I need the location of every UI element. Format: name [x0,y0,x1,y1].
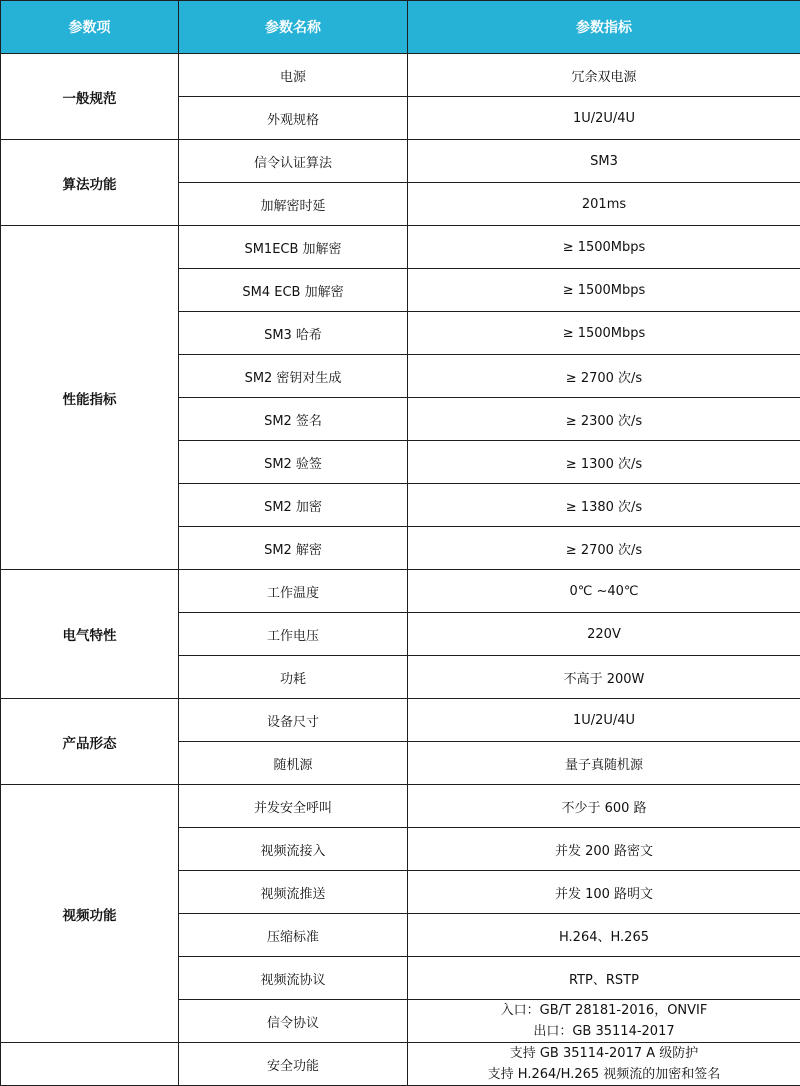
param-name-cell: 设备尺寸 [179,699,408,742]
table-row [1,140,800,183]
param-value-cell: ≥ 2700 次/s [408,527,800,570]
category-cell: 一般规范 [1,54,179,140]
param-value-cell [408,1043,800,1086]
param-value-cell: ≥ 1500Mbps [408,269,800,312]
param-name-cell: SM2 密钥对生成 [179,355,408,398]
param-value-cell: ≥ 1500Mbps [408,312,800,355]
category-cell: 算法功能 [1,140,179,226]
value-line: 支持 H.264/H.265 视频流的加密和签名 [408,1064,800,1085]
category-cell [1,1043,179,1086]
table-row [1,1043,800,1086]
param-value-cell: SM3 [408,140,800,183]
param-value-cell: 不少于 600 路 [408,785,800,828]
param-value-cell: 1U/2U/4U [408,699,800,742]
header-param-spec: 参数指标 [408,1,800,54]
param-name-cell: SM2 签名 [179,398,408,441]
param-name-cell: 工作电压 [179,613,408,656]
header-param-item: 参数项 [1,1,179,54]
category-cell: 视频功能 [1,785,179,1043]
param-name-cell: SM2 加密 [179,484,408,527]
param-value-cell: 并发 100 路明文 [408,871,800,914]
param-name-cell: 视频流推送 [179,871,408,914]
param-value-cell: RTP、RSTP [408,957,800,1000]
param-name-cell: 视频流协议 [179,957,408,1000]
param-name-cell: SM2 解密 [179,527,408,570]
table-row [1,785,800,828]
param-value-cell: 0℃ ~40℃ [408,570,800,613]
param-value-cell: ≥ 1500Mbps [408,226,800,269]
param-name-cell: 外观规格 [179,97,408,140]
param-value-cell: 220V [408,613,800,656]
table-row [1,699,800,742]
param-value-cell: ≥ 2300 次/s [408,398,800,441]
param-name-cell: 并发安全呼叫 [179,785,408,828]
param-value-cell: 并发 200 路密文 [408,828,800,871]
param-name-cell: 压缩标准 [179,914,408,957]
param-name-cell: 安全功能 [179,1043,408,1086]
value-line: 入口：GB/T 28181-2016，ONVIF [408,1000,800,1021]
param-name-cell: SM3 哈希 [179,312,408,355]
table-row [1,54,800,97]
param-name-cell: 随机源 [179,742,408,785]
value-line: 支持 GB 35114-2017 A 级防护 [408,1043,800,1064]
param-name-cell: 电源 [179,54,408,97]
category-cell: 性能指标 [1,226,179,570]
param-value-cell [408,1000,800,1043]
param-name-cell: 信令协议 [179,1000,408,1043]
param-value-cell: 冗余双电源 [408,54,800,97]
category-cell: 产品形态 [1,699,179,785]
param-value-cell: 量子真随机源 [408,742,800,785]
param-name-cell: 视频流接入 [179,828,408,871]
header-row [1,1,800,54]
param-value-cell: ≥ 2700 次/s [408,355,800,398]
param-name-cell: SM1ECB 加解密 [179,226,408,269]
header-param-name: 参数名称 [179,1,408,54]
param-value-cell: 不高于 200W [408,656,800,699]
param-name-cell: SM2 验签 [179,441,408,484]
param-name-cell: 工作温度 [179,570,408,613]
param-value-cell: 1U/2U/4U [408,97,800,140]
param-name-cell: 信令认证算法 [179,140,408,183]
param-value-cell: 201ms [408,183,800,226]
param-value-cell: H.264、H.265 [408,914,800,957]
param-name-cell: SM4 ECB 加解密 [179,269,408,312]
param-name-cell: 功耗 [179,656,408,699]
param-value-cell: ≥ 1300 次/s [408,441,800,484]
param-name-cell: 加解密时延 [179,183,408,226]
table-row [1,226,800,269]
category-cell: 电气特性 [1,570,179,699]
value-line: 出口：GB 35114-2017 [408,1021,800,1042]
table-row [1,570,800,613]
param-value-cell: ≥ 1380 次/s [408,484,800,527]
